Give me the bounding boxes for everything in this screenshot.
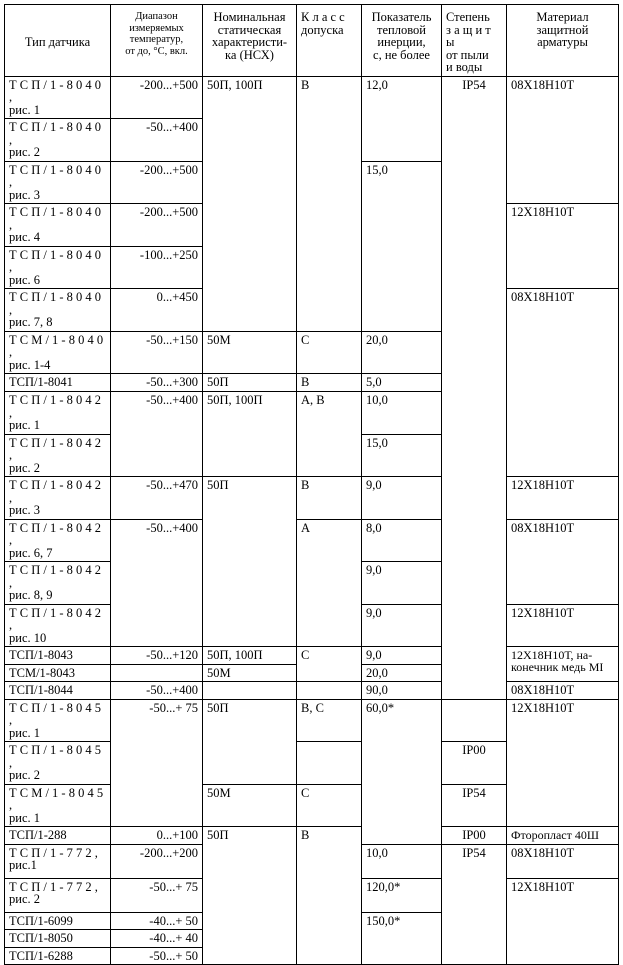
class-cell: А, В xyxy=(297,392,362,477)
inertia-cell: 10,0 xyxy=(362,392,442,435)
sensor-type-cell: ТСП/1-6099 xyxy=(5,912,111,930)
range-cell xyxy=(111,664,203,682)
sensor-type-cell: Т С П / 1 - 7 7 2 , рис.1 xyxy=(5,844,111,878)
sensor-type-cell: Т С М / 1 - 8 0 4 0 , рис. 1-4 xyxy=(5,331,111,374)
material-cell: 12Х18Н10Т xyxy=(507,699,619,827)
material-cell: 08Х18Н10Т xyxy=(507,844,619,878)
inertia-cell: 15,0 xyxy=(362,434,442,477)
range-cell: -200...+500 xyxy=(111,204,203,247)
protection-cell: IP00 xyxy=(442,827,507,845)
nsx-cell: 50П xyxy=(203,827,297,965)
header-material: Материал защитной арматуры xyxy=(507,5,619,77)
class-cell: В, С xyxy=(297,699,362,742)
inertia-cell: 150,0* xyxy=(362,912,442,965)
class-cell: А xyxy=(297,519,362,647)
inertia-cell: 8,0 xyxy=(362,519,442,562)
range-cell: -40...+ 50 xyxy=(111,912,203,930)
sensor-type-cell: Т С П / 1 - 8 0 4 2 , рис. 8, 9 xyxy=(5,562,111,605)
sensor-type-cell: Т С П / 1 - 8 0 4 2 , рис. 3 xyxy=(5,477,111,520)
range-cell: -50...+ 50 xyxy=(111,947,203,965)
range-cell: -200...+500 xyxy=(111,161,203,204)
header-inertia: Показатель тепловой инерции, с, не более xyxy=(362,5,442,77)
sensor-type-cell: ТСП/1-8041 xyxy=(5,374,111,392)
sensor-type-cell: Т С П / 1 - 8 0 4 0 , рис. 7, 8 xyxy=(5,289,111,332)
inertia-cell: 9,0 xyxy=(362,477,442,520)
nsx-cell: 50П xyxy=(203,477,297,647)
class-cell: В xyxy=(297,374,362,392)
sensor-type-cell: Т С П / 1 - 8 0 4 0 , рис. 1 xyxy=(5,76,111,119)
header-nsx: Номинальная статическая характеристи- ка (НСХ) xyxy=(203,5,297,77)
sensor-type-cell: Т С М / 1 - 8 0 4 5 , рис. 1 xyxy=(5,784,111,827)
header-class: К л а с с допуска xyxy=(297,5,362,77)
protection-cell: IP54 xyxy=(442,784,507,827)
material-cell: 08Х18Н10Т xyxy=(507,289,619,477)
nsx-cell xyxy=(203,682,297,700)
material-cell: 12Х18Н10Т xyxy=(507,878,619,965)
protection-cell: IP54 xyxy=(442,76,507,699)
sensor-type-cell: ТСП/1-288 xyxy=(5,827,111,845)
range-cell: -50...+300 xyxy=(111,374,203,392)
sensor-type-cell: ТСП/1-8050 xyxy=(5,930,111,948)
range-cell: -50...+ 75 xyxy=(111,878,203,912)
range-cell: -50...+400 xyxy=(111,392,203,477)
material-cell: 12Х18Н10Т, на- конечник медь МI xyxy=(507,647,619,682)
material-cell: 08Х18Н10Т xyxy=(507,76,619,204)
inertia-cell: 9,0 xyxy=(362,562,442,605)
inertia-cell: 12,0 xyxy=(362,76,442,161)
inertia-cell: 120,0* xyxy=(362,878,442,912)
sensor-type-cell: Т С П / 1 - 8 0 4 2 , рис. 2 xyxy=(5,434,111,477)
inertia-cell: 9,0 xyxy=(362,647,442,665)
class-cell: С xyxy=(297,647,362,682)
protection-cell: IP54 xyxy=(442,844,507,965)
nsx-cell: 50П xyxy=(203,374,297,392)
inertia-cell: 20,0 xyxy=(362,664,442,682)
sensor-type-cell: Т С П / 1 - 8 0 4 0 , рис. 3 xyxy=(5,161,111,204)
nsx-cell: 50П, 100П xyxy=(203,392,297,477)
inertia-cell: 10,0 xyxy=(362,844,442,878)
header-protection: Степень з а щ и т ы от пыли и воды xyxy=(442,5,507,77)
nsx-cell: 50М xyxy=(203,784,297,827)
sensor-type-cell: Т С П / 1 - 8 0 4 2 , рис. 10 xyxy=(5,604,111,647)
class-cell xyxy=(297,742,362,785)
header-range: Диапазон измеряемых температур, от до, °С, вкл. xyxy=(111,5,203,77)
range-cell: -100...+250 xyxy=(111,246,203,289)
sensor-type-cell: ТСМ/1-8043 xyxy=(5,664,111,682)
nsx-cell: 50П xyxy=(203,699,297,784)
sensor-type-cell: ТСП/1-8044 xyxy=(5,682,111,700)
material-cell: Фторопласт 40Ш xyxy=(507,827,619,845)
material-cell: 08Х18Н10Т xyxy=(507,682,619,700)
protection-cell: IP00 xyxy=(442,742,507,785)
inertia-cell: 20,0 xyxy=(362,331,442,374)
range-cell: 0...+100 xyxy=(111,827,203,845)
class-cell: В xyxy=(297,76,362,331)
nsx-cell: 50П, 100П xyxy=(203,647,297,665)
material-cell: 12Х18Н10Т xyxy=(507,604,619,647)
material-cell: 12Х18Н10Т xyxy=(507,204,619,289)
sensor-type-cell: ТСП/1-6288 xyxy=(5,947,111,965)
range-cell: -40...+ 40 xyxy=(111,930,203,948)
sensor-type-cell: ТСП/1-8043 xyxy=(5,647,111,665)
sensor-type-cell: Т С П / 1 - 8 0 4 2 , рис. 6, 7 xyxy=(5,519,111,562)
material-cell: 08Х18Н10Т xyxy=(507,519,619,604)
sensor-type-cell: Т С П / 1 - 8 0 4 5 , рис. 2 xyxy=(5,742,111,785)
protection-cell xyxy=(442,699,507,742)
material-cell: 12Х18Н10Т xyxy=(507,477,619,520)
range-cell: -50...+120 xyxy=(111,647,203,665)
sensor-type-cell: Т С П / 1 - 8 0 4 0 , рис. 6 xyxy=(5,246,111,289)
range-cell: -200...+500 xyxy=(111,76,203,119)
class-cell: В xyxy=(297,477,362,520)
range-cell: -50...+400 xyxy=(111,519,203,647)
sensor-type-cell: Т С П / 1 - 7 7 2 , рис. 2 xyxy=(5,878,111,912)
sensor-type-cell: Т С П / 1 - 8 0 4 0 , рис. 4 xyxy=(5,204,111,247)
inertia-cell: 5,0 xyxy=(362,374,442,392)
sensor-type-cell: Т С П / 1 - 8 0 4 2 , рис. 1 xyxy=(5,392,111,435)
inertia-cell: 90,0 xyxy=(362,682,442,700)
inertia-cell: 9,0 xyxy=(362,604,442,647)
nsx-cell: 50М xyxy=(203,331,297,374)
nsx-cell: 50П, 100П xyxy=(203,76,297,331)
header-sensor-type: Тип датчика xyxy=(5,5,111,77)
range-cell: -50...+ 75 xyxy=(111,699,203,827)
sensor-type-cell: Т С П / 1 - 8 0 4 5 , рис. 1 xyxy=(5,699,111,742)
sensor-spec-table xyxy=(4,4,619,965)
range-cell: -50...+470 xyxy=(111,477,203,520)
range-cell: 0...+450 xyxy=(111,289,203,332)
range-cell: -50...+400 xyxy=(111,682,203,700)
range-cell: -50...+400 xyxy=(111,119,203,162)
class-cell xyxy=(297,682,362,700)
range-cell: -200...+200 xyxy=(111,844,203,878)
class-cell: С xyxy=(297,784,362,827)
sensor-type-cell: Т С П / 1 - 8 0 4 0 , рис. 2 xyxy=(5,119,111,162)
inertia-cell: 15,0 xyxy=(362,161,442,331)
range-cell: -50...+150 xyxy=(111,331,203,374)
inertia-cell: 60,0* xyxy=(362,699,442,844)
nsx-cell: 50М xyxy=(203,664,297,682)
class-cell: С xyxy=(297,331,362,374)
class-cell: В xyxy=(297,827,362,965)
